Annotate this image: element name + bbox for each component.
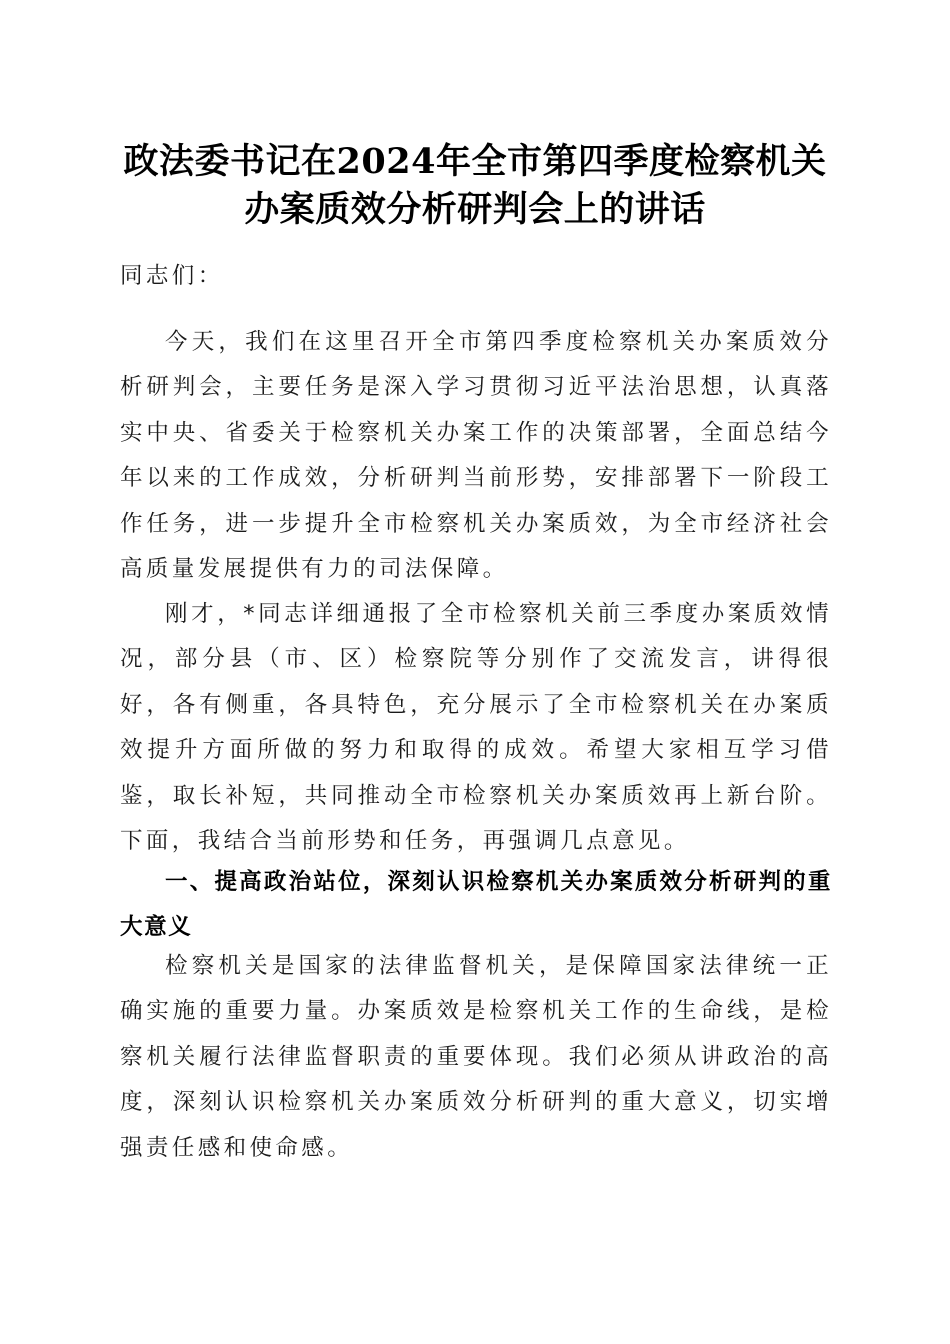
section-1-paragraph: 检察机关是国家的法律监督机关，是保障国家法律统一正确实施的重要力量。办案质效是检察机关工作的生命线，是检察机关履行法律监督职责的重要体现。我们必须从讲政治的高度，深刻认识检察机关办案质效分析研判的重大意义，切实增强责任感和使命感。: [120, 953, 832, 1161]
salutation: 同志们：: [120, 263, 224, 289]
document-title-line-2: 办案质效分析研判会上的讲话: [244, 189, 706, 230]
paragraph-opening: 今天，我们在这里召开全市第四季度检察机关办案质效分析研判会，主要任务是深入学习贯彻习近平法治思想，认真落实中央、省委关于检察机关办案工作的决策部署，全面总结今年以来的工作成效，分析研判当前形势，安排部署下一阶段工作任务，进一步提升全市检察机关办案质效，为全市经济社会高质量发展提供有力的司法保障。: [120, 329, 832, 583]
paragraph-review: 刚才，*同志详细通报了全市检察机关前三季度办案质效情况，部分县（市、区）检察院等分别作了交流发言，讲得很好，各有侧重，各具特色，充分展示了全市检察机关在办案质效提升方面所做的努力和取得的成效。希望大家相互学习借鉴，取长补短，共同推动全市检察机关办案质效再上新台阶。下面，我结合当前形势和任务，再强调几点意见。: [120, 601, 832, 855]
section-heading-1: 一、提高政治站位，深刻认识检察机关办案质效分析研判的重大意义: [120, 869, 832, 941]
document-title-line-1: 政法委书记在2024年全市第四季度检察机关: [123, 141, 827, 182]
